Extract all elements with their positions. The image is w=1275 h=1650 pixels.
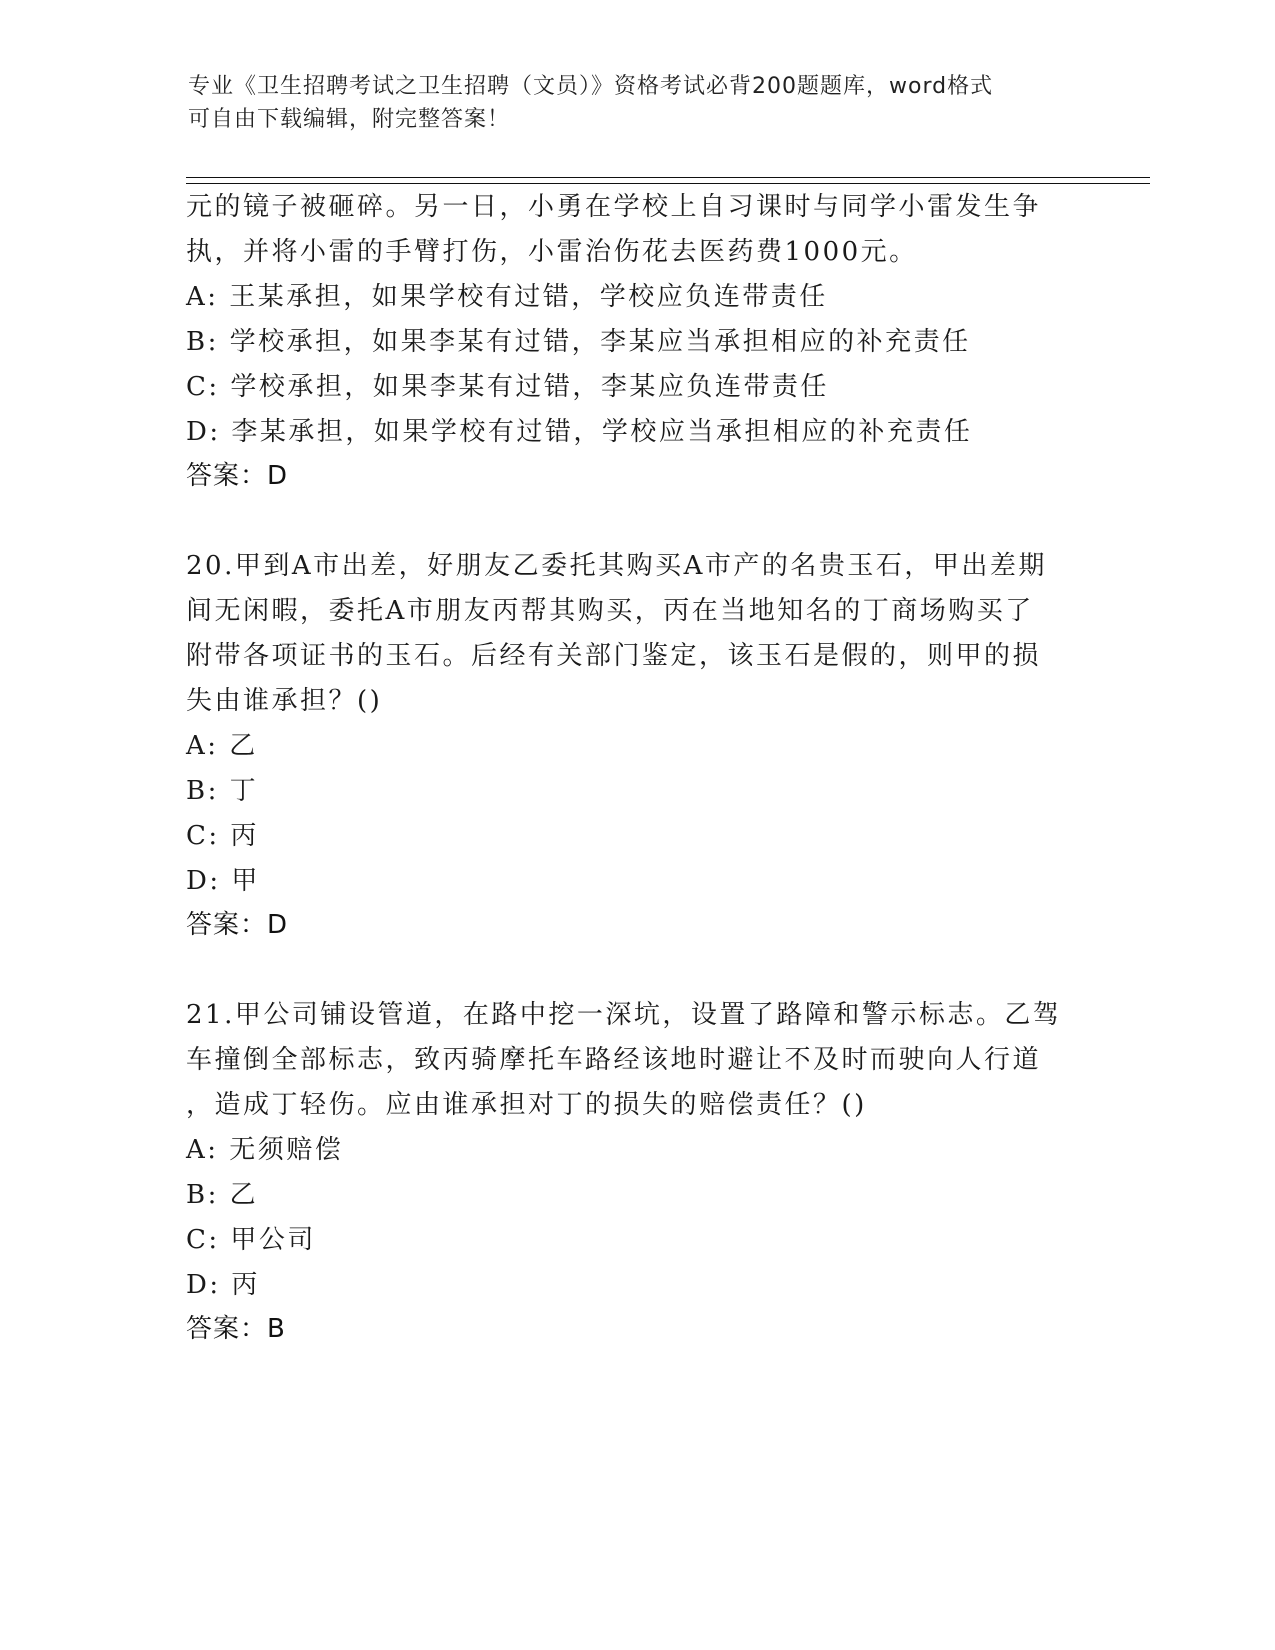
q21-stem-line-3: ，造成丁轻伤。应由谁承担对丁的损失的赔偿责任？()	[186, 1090, 867, 1120]
q19-option-b: B: 学校承担，如果李某有过错，李某应当承担相应的补充责任	[186, 327, 971, 357]
q20-option-b: B: 丁	[186, 776, 259, 806]
q21-option-b: B: 乙	[186, 1180, 259, 1210]
q21-option-c: C: 甲公司	[186, 1225, 316, 1255]
q20-option-d: D: 甲	[186, 866, 260, 896]
q19-option-a: A: 王某承担，如果学校有过错，学校应负连带责任	[186, 282, 828, 312]
q19-stem-line-1: 元的镜子被砸碎。另一日，小勇在学校上自习课时与同学小雷发生争	[186, 192, 1042, 222]
q20-option-a: A: 乙	[186, 731, 258, 761]
q21-stem-line-2: 车撞倒全部标志，致丙骑摩托车路经该地时避让不及时而驶向人行道	[186, 1045, 1042, 1075]
q20-stem-line-4: 失由谁承担？()	[186, 686, 383, 716]
q19-answer: 答案：D	[186, 461, 289, 491]
q21-option-d: D: 丙	[186, 1270, 260, 1300]
header-divider-bottom	[186, 183, 1150, 184]
q19-option-d: D: 李某承担，如果学校有过错，学校应当承担相应的补充责任	[186, 417, 973, 447]
q19-stem-line-2: 执，并将小雷的手臂打伤，小雷治伤花去医药费1000元。	[186, 237, 918, 267]
q21-stem-line-1: 21.甲公司铺设管道，在路中挖一深坑，设置了路障和警示标志。乙驾	[186, 1000, 1062, 1030]
q20-answer: 答案：D	[186, 910, 289, 940]
q21-option-a: A: 无须赔偿	[186, 1135, 344, 1165]
q20-stem-line-3: 附带各项证书的玉石。后经有关部门鉴定，该玉石是假的，则甲的损	[186, 641, 1042, 671]
header-divider-top	[186, 177, 1150, 178]
q21-answer: 答案：B	[186, 1314, 286, 1344]
header-line-1: 专业《卫生招聘考试之卫生招聘（文员）》资格考试必背200题题库，word格式	[188, 74, 994, 99]
q20-stem-line-2: 间无闲暇，委托A市朋友丙帮其购买，丙在当地知名的丁商场购买了	[186, 596, 1034, 626]
header-line-2: 可自由下载编辑，附完整答案！	[188, 107, 511, 132]
page-header	[188, 70, 1088, 136]
q20-option-c: C: 丙	[186, 821, 259, 851]
q20-stem-line-1: 20.甲到A市出差，好朋友乙委托其购买A市产的名贵玉石，甲出差期	[186, 551, 1047, 581]
q19-option-c: C: 学校承担，如果李某有过错，李某应负连带责任	[186, 372, 829, 402]
